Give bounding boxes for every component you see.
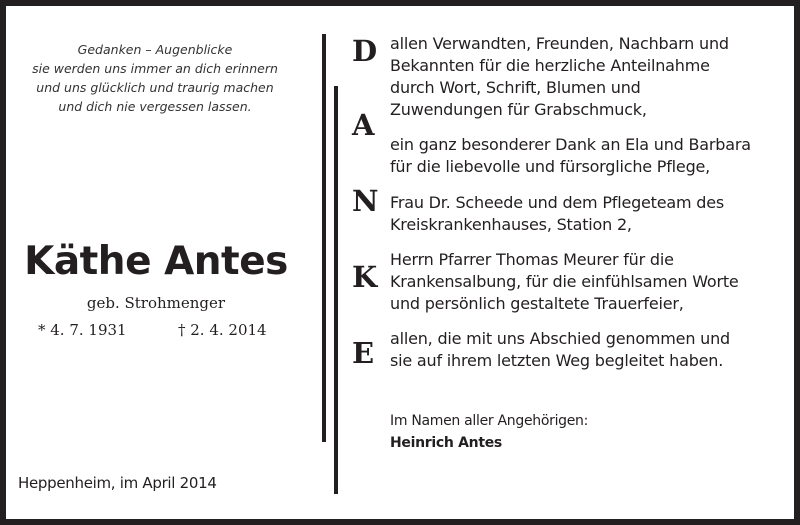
- deceased-name: Käthe Antes: [24, 239, 288, 284]
- thanks-paragraph: Herrn Pfarrer Thomas Meurer für die Krankensalbung, für die einfühlsamen Worte und persönlich gestaltete Trauerfeier,: [390, 250, 739, 313]
- thanks-paragraph: ein ganz besonderer Dank an Ela und Barbara für die liebevolle und fürsorgliche Pflege,: [390, 135, 751, 176]
- signature-label: Im Namen aller Angehörigen:: [390, 413, 589, 429]
- divider-line-left: [322, 34, 326, 442]
- place-date: Heppenheim, im April 2014: [18, 474, 217, 492]
- poem-line: Gedanken – Augenblicke: [77, 42, 233, 57]
- thanks-paragraph: Frau Dr. Scheede und dem Pflegeteam des Kreiskrankenhauses, Station 2,: [390, 193, 725, 234]
- signature-name: Heinrich Antes: [390, 435, 502, 451]
- thanks-paragraph: allen Verwandten, Freunden, Nachbarn und Bekannten für die herzliche Anteilnahme durch Wort, Schrift, Blumen und Zuwendungen für Grabschmuck,: [390, 34, 729, 119]
- birth-name: geb. Strohmenger: [86, 294, 226, 312]
- letter-a: A: [352, 108, 375, 142]
- death-date: † 2. 4. 2014: [178, 321, 267, 339]
- poem: [10, 40, 300, 116]
- poem-line: und uns glücklich und traurig machen: [36, 80, 274, 95]
- letter-n: N: [352, 184, 379, 218]
- letter-k: K: [352, 260, 378, 294]
- poem-line: sie werden uns immer an dich erinnern: [32, 61, 278, 76]
- letter-d: D: [352, 34, 378, 68]
- divider-line-right: [334, 86, 338, 494]
- birth-date: * 4. 7. 1931: [38, 321, 127, 339]
- poem-line: und dich nie vergessen lassen.: [58, 99, 252, 114]
- letter-e: E: [352, 336, 375, 370]
- thanks-paragraph: allen, die mit uns Abschied genommen und sie auf ihrem letzten Weg begleitet haben.: [390, 329, 730, 370]
